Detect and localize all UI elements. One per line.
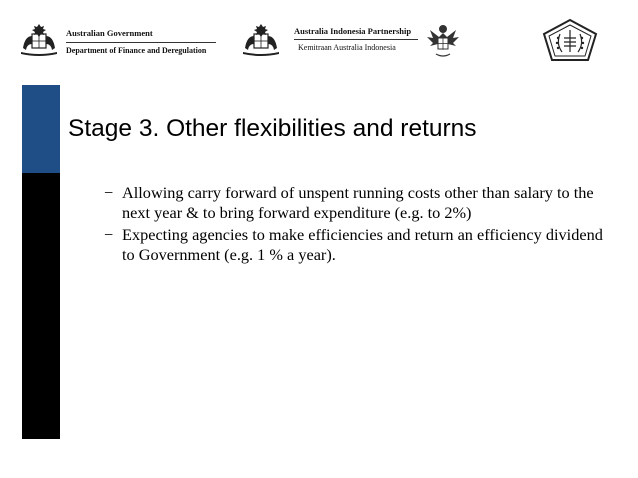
- bullet-item: [104, 225, 604, 265]
- partnership-title: Australia Indonesia Partnership: [294, 26, 412, 36]
- australian-government-title: Australian Government: [66, 28, 153, 38]
- australia-indonesia-partnership-logo: [240, 22, 462, 60]
- australian-coat-of-arms-icon: [240, 22, 282, 58]
- ministry-pentagon-emblem-icon: [542, 18, 598, 62]
- bullet-list: [104, 183, 604, 267]
- accent-bar-blue: [22, 85, 60, 173]
- bullet-item: [104, 183, 604, 223]
- slide-title: Stage 3. Other flexibilities and returns: [68, 115, 477, 142]
- australian-coat-of-arms-icon: [18, 22, 60, 58]
- bullet-marker: −: [104, 183, 114, 202]
- bullet-marker: −: [104, 225, 114, 244]
- divider: [66, 42, 216, 43]
- divider: [294, 39, 418, 40]
- australian-government-logo: [18, 22, 208, 58]
- garuda-pancasila-icon: [424, 22, 462, 60]
- bullet-text: Expecting agencies to make efficiencies and return an efficiency dividend to Government (e.g. 1 % a year).: [122, 225, 603, 264]
- accent-bar-black: [22, 173, 60, 439]
- department-name: Department of Finance and Deregulation: [66, 46, 207, 55]
- partnership-subtitle: Kemitraan Australia Indonesia: [298, 43, 396, 52]
- bullet-text: Allowing carry forward of unspent running costs other than salary to the next year & to bring forward expenditure (e.g. to 2%): [122, 183, 594, 222]
